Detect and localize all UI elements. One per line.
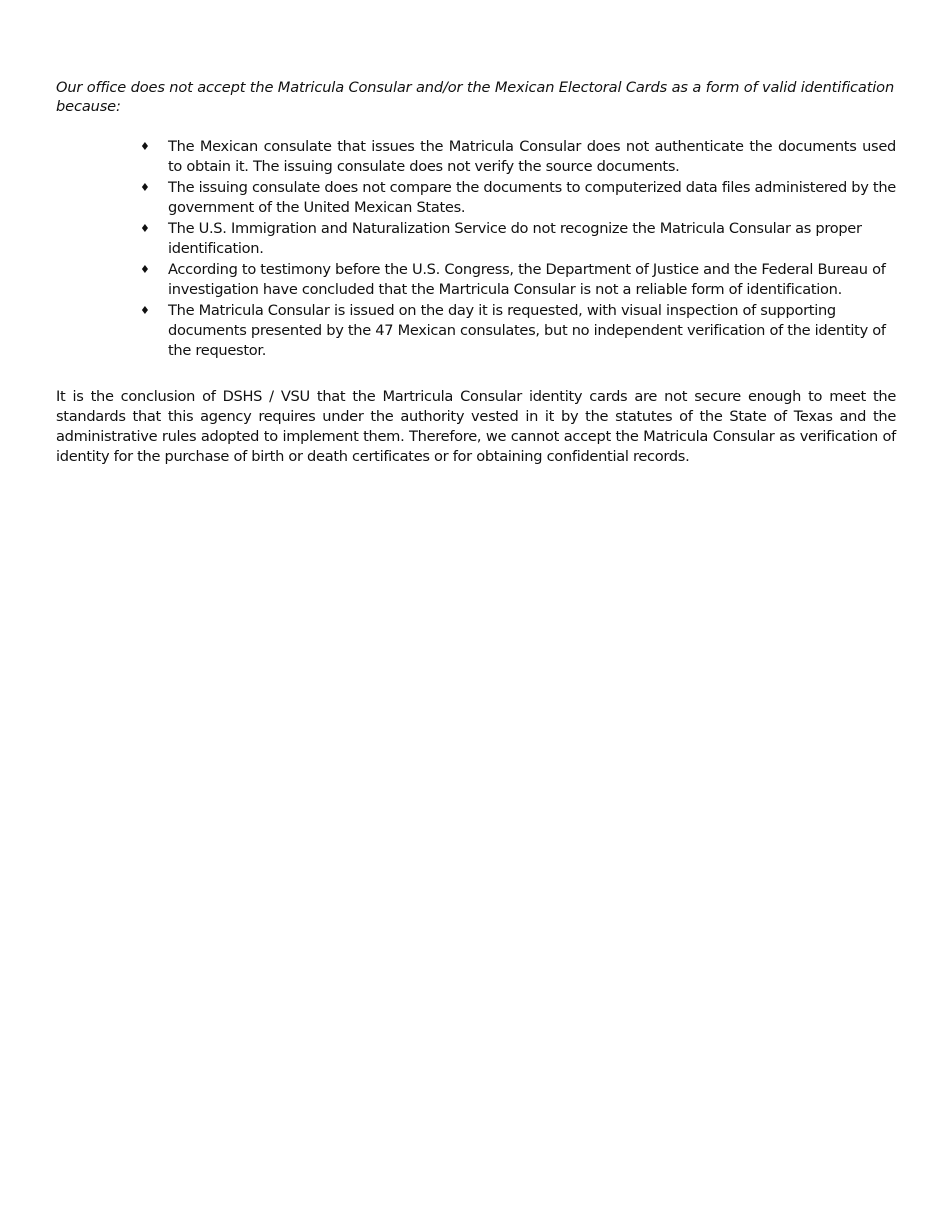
reason-text: The issuing consulate does not compare the documents to computerized data files administered by the government of the United Mexican States. xyxy=(168,179,896,216)
diamond-bullet-icon: ♦ xyxy=(140,263,150,276)
reason-item xyxy=(140,219,896,259)
diamond-bullet-icon: ♦ xyxy=(140,181,150,194)
reason-item xyxy=(140,137,896,177)
reason-item xyxy=(140,260,896,300)
intro-paragraph: Our office does not accept the Matricula Consular and/or the Mexican Electoral Cards as a form of valid identification because: xyxy=(56,79,895,115)
reasons-list xyxy=(140,137,896,362)
reason-text: According to testimony before the U.S. Congress, the Department of Justice and the Federal Bureau of investigation have concluded that the Martricula Consular is not a reliable form of identification. xyxy=(168,261,886,298)
diamond-bullet-icon: ♦ xyxy=(140,222,150,235)
reason-text: The Matricula Consular is issued on the day it is requested, with visual inspection of supporting documents presented by the 47 Mexican consulates, but no independent verification of the identity of the requestor. xyxy=(168,302,886,359)
diamond-bullet-icon: ♦ xyxy=(140,304,150,317)
reason-text: The Mexican consulate that issues the Matricula Consular does not authenticate the documents used to obtain it. The issuing consulate does not verify the source documents. xyxy=(168,138,896,175)
reason-item xyxy=(140,178,896,218)
reason-text: The U.S. Immigration and Naturalization Service do not recognize the Matricula Consular as proper identification. xyxy=(168,220,862,257)
conclusion-paragraph: It is the conclusion of DSHS / VSU that the Martricula Consular identity cards are not secure enough to meet the standards that this agency requires under the authority vested in it by the statutes of the State of Texas and the administrative rules adopted to implement them. Therefore, we cannot accept the Matricula Consular as verification of identity for the purchase of birth or death certificates or for obtaining confidential records. xyxy=(56,388,896,465)
reason-item xyxy=(140,301,896,361)
diamond-bullet-icon: ♦ xyxy=(140,140,150,153)
